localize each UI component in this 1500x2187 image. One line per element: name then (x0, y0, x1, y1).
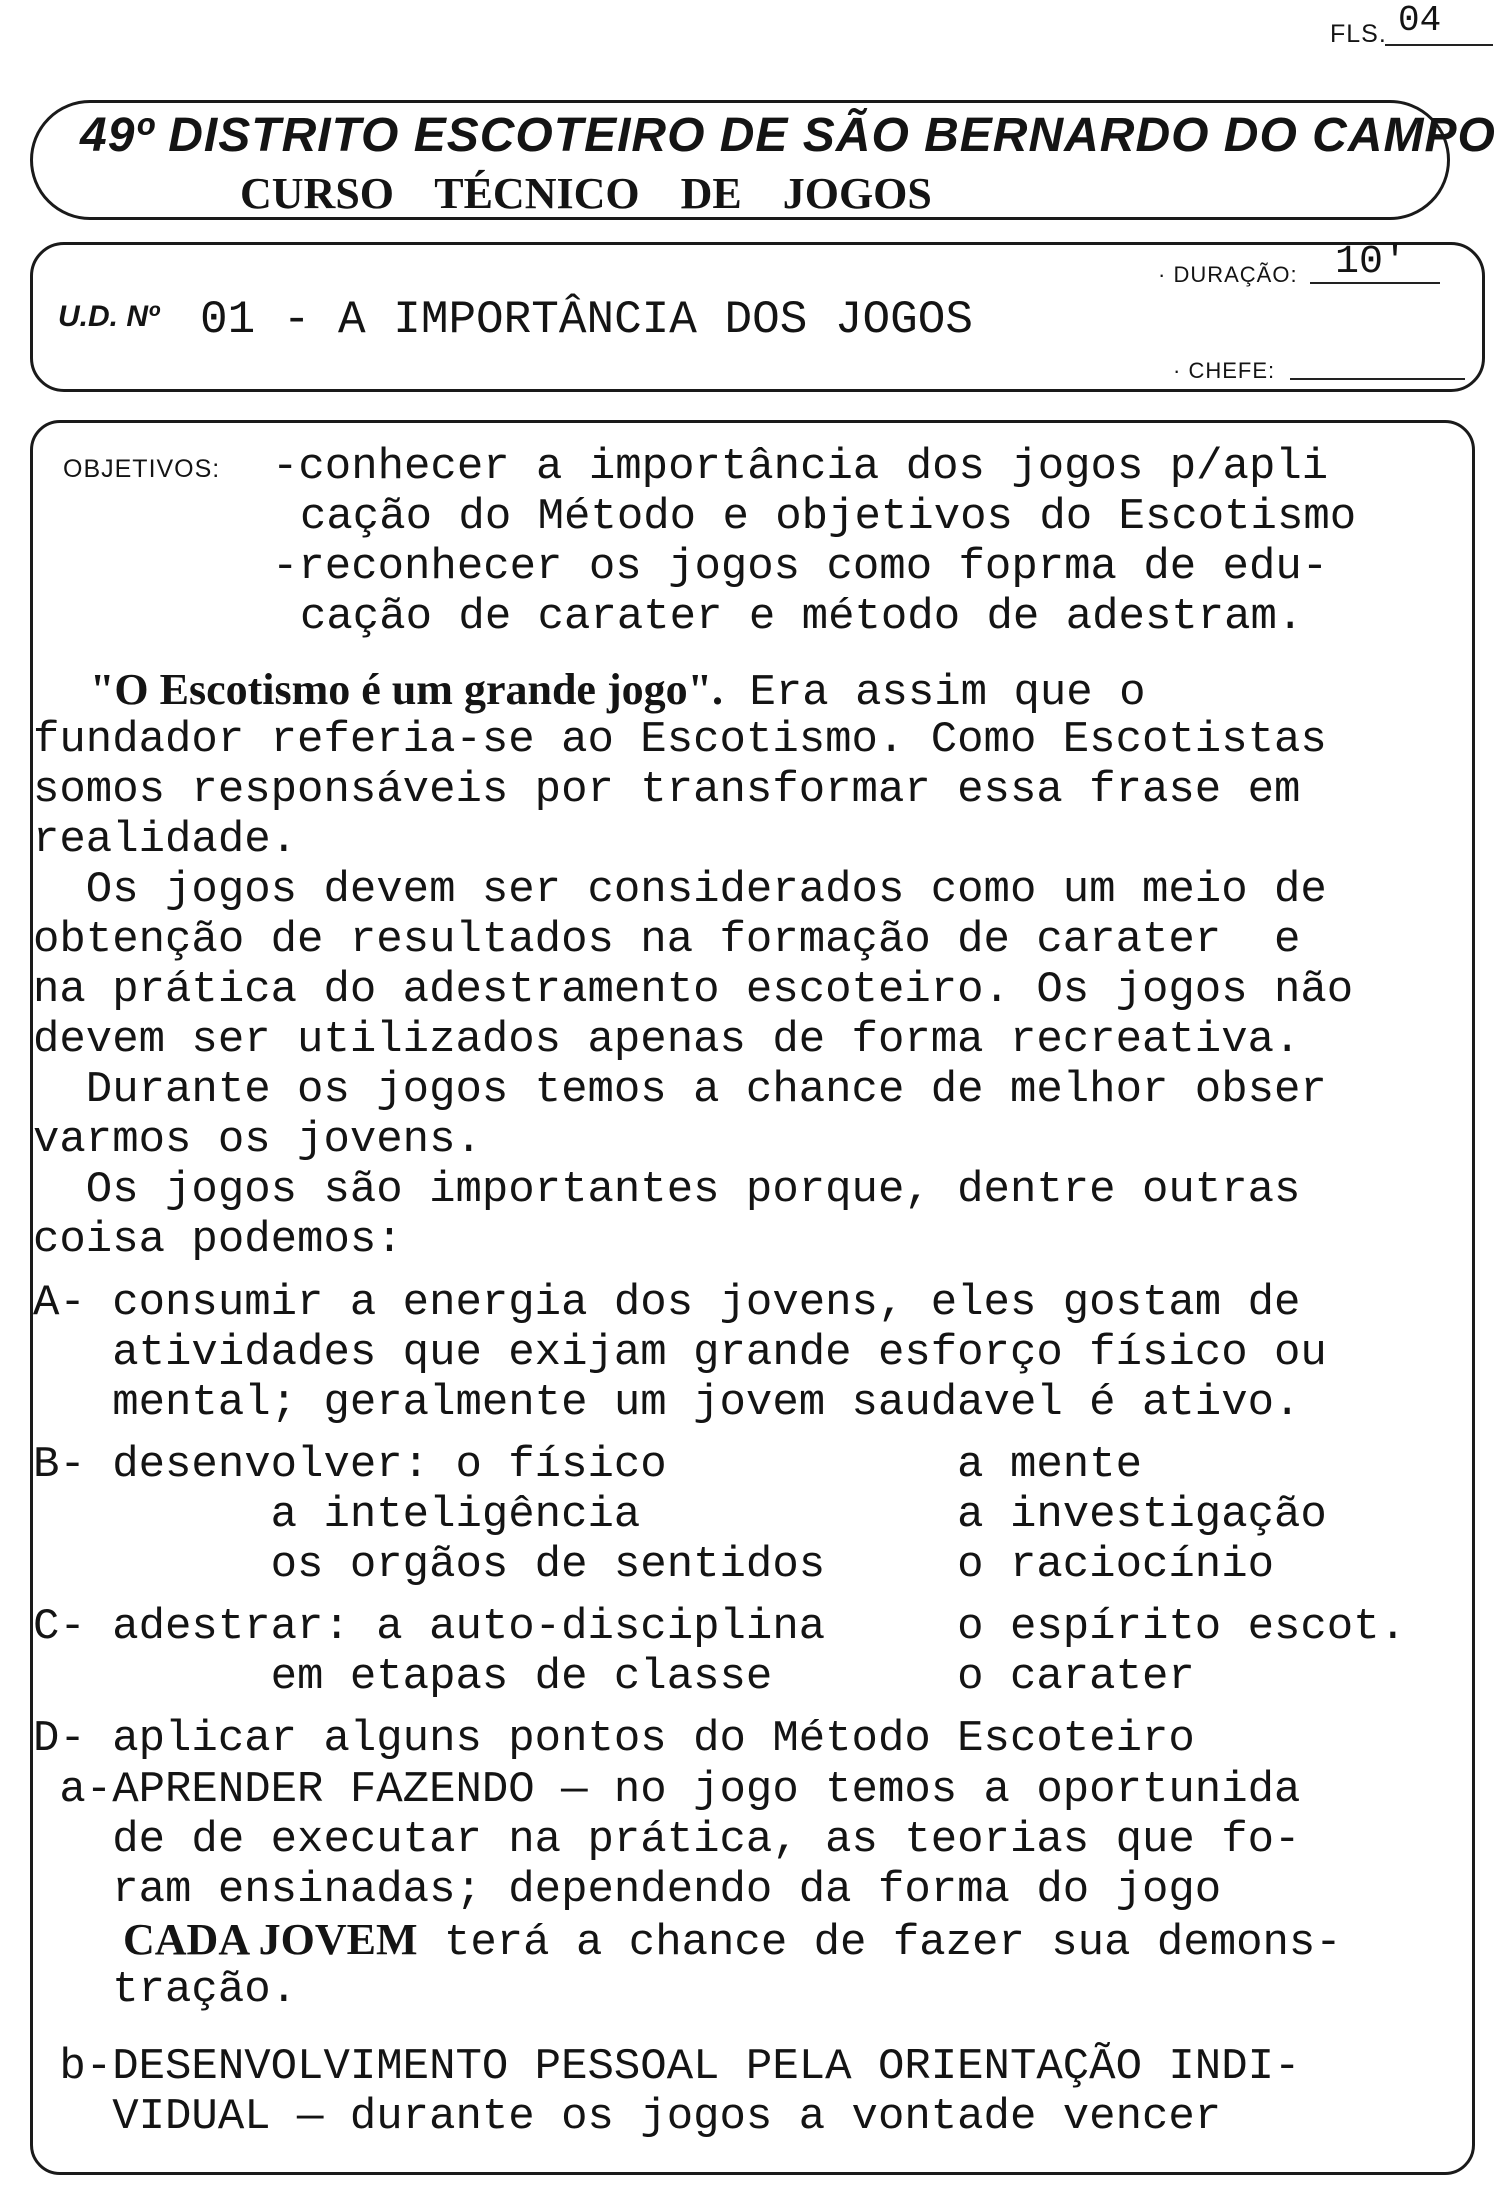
body-line: varmos os jovens. (33, 1115, 482, 1165)
course-title: CURSO TÉCNICO DE JOGOS (240, 169, 932, 218)
chefe-label: · CHEFE: (1173, 358, 1276, 383)
item-d-line: D- aplicar alguns pontos do Método Escoteiro (33, 1714, 1195, 1764)
item-c-line: C- adestrar: a auto-disciplina o espírito escot. (33, 1602, 1407, 1652)
folio-underline (1385, 44, 1493, 46)
body-line: somos responsáveis por transformar essa frase em (33, 765, 1301, 815)
body-line: coisa podemos: (33, 1215, 403, 1265)
duration-label: · DURAÇÃO: (1158, 262, 1298, 287)
item-d-a-line: a-APRENDER FAZENDO — no jogo temos a oportunida (33, 1765, 1301, 1815)
item-b-line: B- desenvolver: o físico a mente (33, 1440, 1142, 1490)
item-d-a-line: de de executar na prática, as teorias que fo- (33, 1815, 1301, 1865)
body-line: Os jogos são importantes porque, dentre outras (33, 1165, 1301, 1215)
item-a-line: mental; geralmente um jovem saudavel é ativo. (33, 1378, 1301, 1428)
folio-label-text: FLS. (1330, 20, 1387, 48)
item-d-a-line (123, 1915, 1342, 1968)
item-b-line: a inteligência a investigação (33, 1490, 1327, 1540)
unit-prefix: U.D. Nº (58, 300, 159, 333)
cada-jovem-bold: CADA JOVEM (123, 1915, 418, 1964)
objective-line: cação de carater e método de adestram. (300, 592, 1304, 642)
chefe-underline (1290, 378, 1465, 380)
objective-line: -reconhecer os jogos como foprma de edu- (272, 542, 1329, 592)
duration-underline (1310, 282, 1440, 284)
body-line: na prática do adestramento escoteiro. Os jogos não (33, 965, 1354, 1015)
quote-rest: Era assim que o (723, 668, 1146, 718)
body-line: realidade. (33, 815, 298, 865)
folio-label (1330, 20, 1387, 49)
quote-bold: "O Escotismo é um grande jogo". (90, 665, 724, 714)
item-d-a-line: tração. (33, 1965, 298, 2015)
item-a-line: atividades que exijam grande esforço físico ou (33, 1328, 1327, 1378)
body-line: fundador referia-se ao Escotismo. Como Escotistas (33, 715, 1327, 765)
body-line: Os jogos devem ser considerados como um meio de (33, 865, 1327, 915)
item-d-a-line: ram ensinadas; dependendo da forma do jogo (33, 1865, 1222, 1915)
item-b-line: os orgãos de sentidos o raciocínio (33, 1540, 1275, 1590)
folio-number: 04 (1398, 0, 1442, 41)
quote-line (90, 665, 1146, 718)
item-d-b-line: b-DESENVOLVIMENTO PESSOAL PELA ORIENTAÇÃO INDI- (33, 2042, 1301, 2092)
item-a-line: A- consumir a energia dos jovens, eles gostam de (33, 1278, 1301, 1328)
duration-value: 10' (1335, 240, 1408, 285)
item-d-b-line: VIDUAL — durante os jogos a vontade vencer (33, 2092, 1222, 2142)
body-line: obtenção de resultados na formação de carater e (33, 915, 1301, 965)
body-line: devem ser utilizados apenas de forma recreativa. (33, 1015, 1301, 1065)
objective-line: -conhecer a importância dos jogos p/apli (272, 442, 1329, 492)
objective-line: cação do Método e objetivos do Escotismo (300, 492, 1357, 542)
item-d-a-rest: terá a chance de fazer sua demons- (417, 1918, 1342, 1968)
body-line: Durante os jogos temos a chance de melhor obser (33, 1065, 1327, 1115)
item-c-line: em etapas de classe o carater (33, 1652, 1195, 1702)
district-title: 49º DISTRITO ESCOTEIRO DE SÃO BERNARDO DO CAMPO (80, 109, 1496, 162)
objectives-label: OBJETIVOS: (63, 455, 221, 483)
unit-title: 01 - A IMPORTÂNCIA DOS JOGOS (200, 294, 973, 346)
